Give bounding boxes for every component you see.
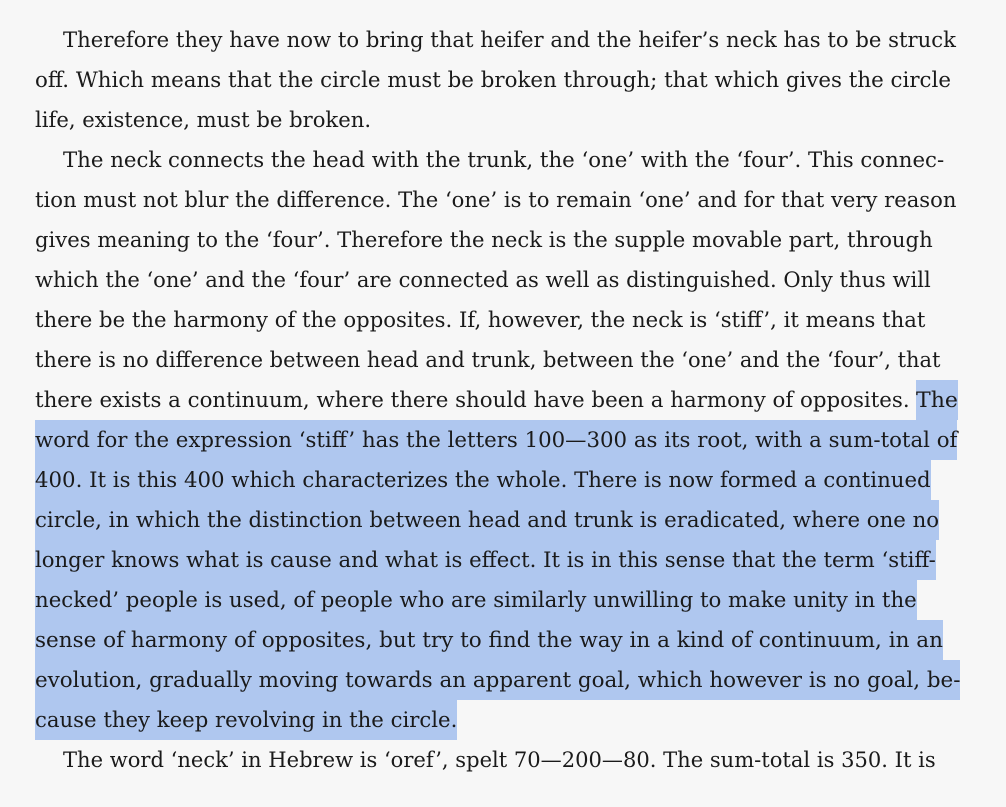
highlighted-text[interactable]: evolution, gradually moving towards an apparent goal, which however is no goal, be- (35, 660, 960, 700)
text-segment[interactable]: there exists a continuum, where there should have been a harmony of opposites. (35, 388, 917, 412)
text-line (35, 340, 940, 380)
text-line (35, 260, 931, 300)
highlighted-text[interactable]: The (916, 380, 958, 420)
text-line (35, 620, 943, 660)
text-line (63, 740, 936, 780)
text-segment[interactable]: which the ‘one’ and the ‘four’ are connected as well as distinguished. Only thus will (35, 268, 931, 292)
text-line (63, 140, 944, 180)
text-segment[interactable]: off. Which means that the circle must be broken through; that which gives the circle (35, 68, 951, 92)
text-segment[interactable]: The word ‘neck’ in Hebrew is ‘oref’, spelt 70—200—80. The sum-total is 350. It is (63, 748, 936, 772)
text-line (63, 20, 956, 60)
text-line (35, 460, 931, 500)
highlighted-text[interactable]: circle, in which the distinction between head and trunk is eradicated, where one no (35, 500, 939, 540)
highlighted-text[interactable]: sense of harmony of opposites, but try to find the way in a kind of continuum, in an (35, 620, 943, 660)
text-line (35, 540, 936, 580)
text-line (35, 420, 957, 460)
text-line (35, 220, 933, 260)
text-line (35, 60, 951, 100)
highlighted-text[interactable]: word for the expression ‘stiff’ has the letters 100—300 as its root, with a sum-total of (35, 420, 957, 460)
highlighted-text[interactable]: longer knows what is cause and what is effect. It is in this sense that the term ‘stiff- (35, 540, 936, 580)
text-line (35, 300, 925, 340)
text-segment[interactable]: there be the harmony of the opposites. If, however, the neck is ‘stiff’, it means that (35, 308, 926, 332)
text-line (35, 660, 960, 700)
text-line (35, 180, 956, 220)
highlighted-text[interactable]: 400. It is this 400 which characterizes the whole. There is now formed a continued (35, 460, 931, 500)
highlighted-text[interactable]: necked’ people is used, of people who are similarly unwilling to make unity in the (35, 580, 917, 620)
text-line (35, 100, 371, 140)
text-segment[interactable]: gives meaning to the ‘four’. Therefore the neck is the supple movable part, through (35, 228, 933, 252)
highlighted-text[interactable]: cause they keep revolving in the circle. (35, 700, 457, 740)
text-line (35, 380, 958, 420)
text-segment[interactable]: life, existence, must be broken. (35, 108, 372, 132)
text-line (35, 580, 917, 620)
text-segment[interactable]: there is no difference between head and trunk, between the ‘one’ and the ‘four’, that (35, 348, 941, 372)
text-segment[interactable]: Therefore they have now to bring that heifer and the heifer’s neck has to be struck (63, 28, 956, 52)
text-line (35, 700, 457, 740)
text-segment[interactable]: The neck connects the head with the trunk, the ‘one’ with the ‘four’. This connec- (63, 148, 945, 172)
text-segment[interactable]: tion must not blur the difference. The ‘one’ is to remain ‘one’ and for that very reason (35, 188, 957, 212)
text-line (35, 500, 939, 540)
